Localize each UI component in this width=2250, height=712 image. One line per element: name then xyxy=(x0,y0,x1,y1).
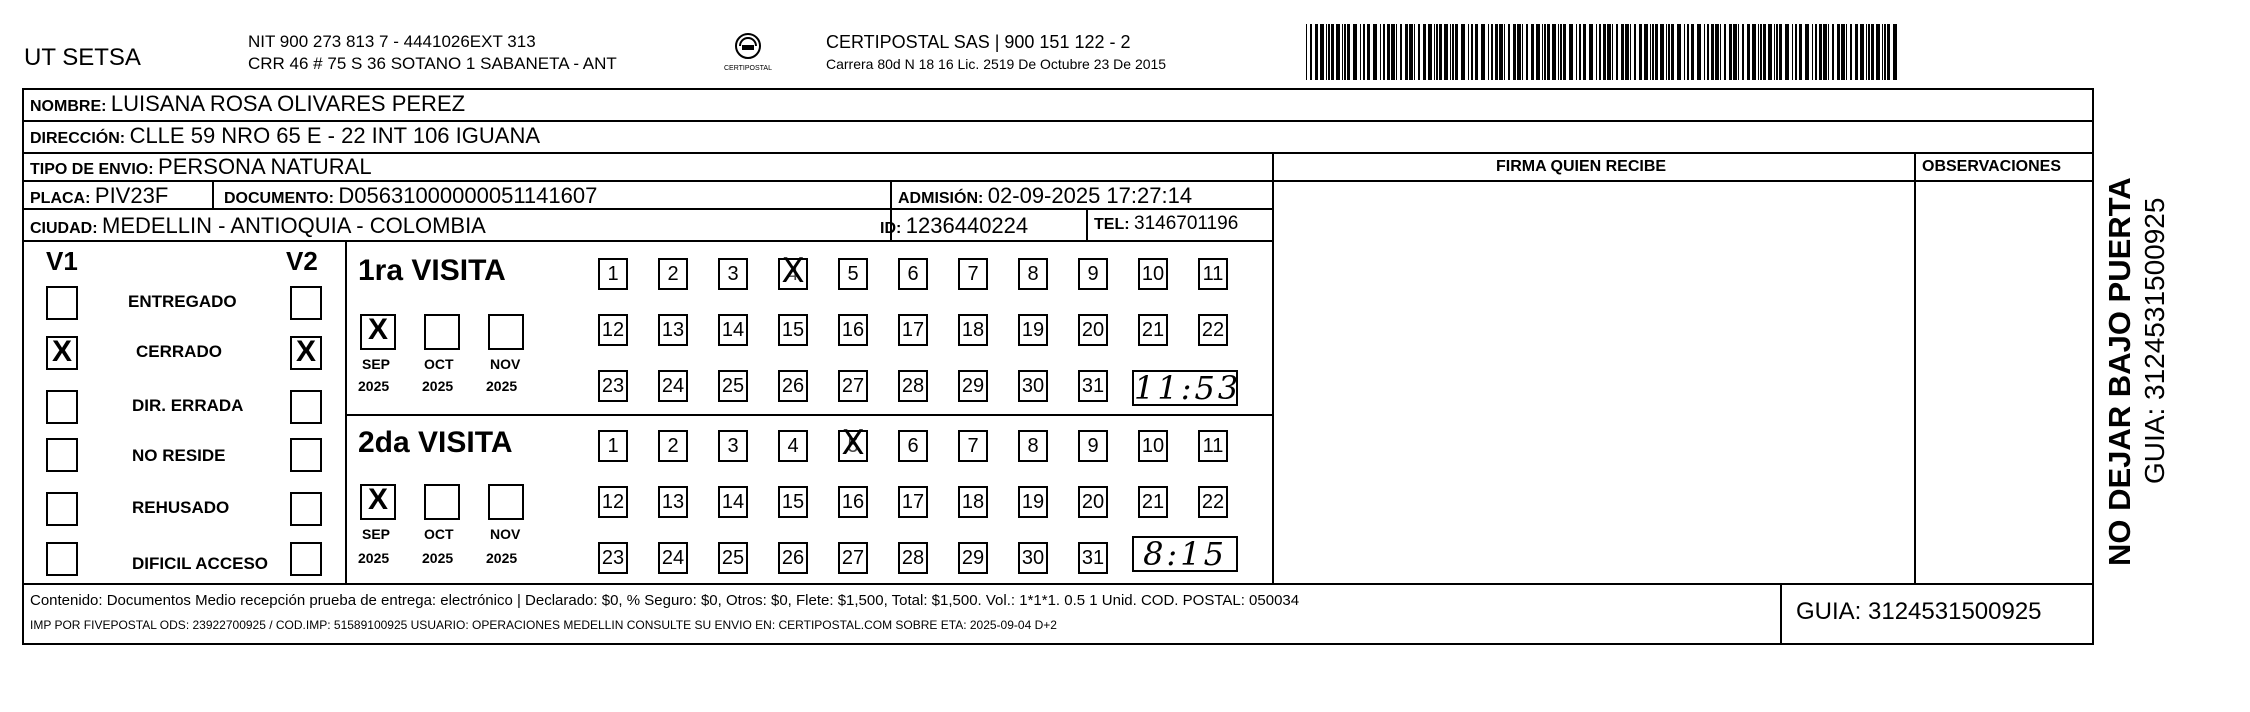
barcode-bar xyxy=(1418,24,1420,80)
barcode-bar xyxy=(1452,24,1454,80)
visit2-day-3[interactable]: 3 xyxy=(718,430,748,462)
city-row xyxy=(30,213,486,239)
barcode-bar xyxy=(1882,24,1883,80)
v1-checkbox-rehusado[interactable] xyxy=(46,492,78,526)
barcode-bar xyxy=(1579,24,1581,80)
visit2-day-20[interactable]: 20 xyxy=(1078,486,1108,518)
barcode-bar xyxy=(1328,24,1330,80)
barcode-bar xyxy=(1715,24,1719,80)
barcode-bar xyxy=(1360,24,1361,80)
barcode-bar xyxy=(1599,24,1601,80)
visit2-day-23[interactable]: 23 xyxy=(598,542,628,574)
visit2-day-2[interactable]: 2 xyxy=(658,430,688,462)
barcode-bar xyxy=(1846,24,1847,80)
barcode-bar xyxy=(1760,24,1762,80)
barcode-bar xyxy=(1336,24,1340,80)
barcode-bar xyxy=(1405,24,1408,80)
barcode-bar xyxy=(1563,24,1566,80)
status-cerrado: CERRADO xyxy=(136,342,222,361)
barcode-bar xyxy=(1691,24,1694,80)
visit2-sep-year: 2025 xyxy=(358,550,390,566)
barcode-bar xyxy=(1841,24,1845,80)
visit1-day-6[interactable]: 6 xyxy=(898,258,928,290)
barcode-bar xyxy=(1655,24,1658,80)
visit2-oct-year: 2025 xyxy=(422,550,454,566)
visit2-day-19[interactable]: 19 xyxy=(1018,486,1048,518)
address-row xyxy=(30,123,540,149)
visit2-day-24[interactable]: 24 xyxy=(658,542,688,574)
barcode-bar xyxy=(1531,24,1534,80)
visit1-nov-label: NOV xyxy=(490,356,521,372)
barcode-bar xyxy=(1380,24,1381,80)
barcode-bar xyxy=(1819,24,1822,80)
barcode-bar xyxy=(1547,24,1550,80)
visit1-oct-year: 2025 xyxy=(422,378,454,394)
barcode-bar xyxy=(1733,24,1737,80)
visit2-day-5[interactable]: 5 X xyxy=(838,430,868,462)
barcode-bar xyxy=(1621,24,1624,80)
side-text xyxy=(2102,96,2202,566)
barcode-bar xyxy=(1423,24,1426,80)
barcode-bar xyxy=(1828,24,1829,80)
document-value: D05631000000051141607 xyxy=(338,183,598,208)
tel-value: 3146701196 xyxy=(1134,213,1239,234)
barcode-bar xyxy=(1729,24,1732,80)
barcode-bar xyxy=(1876,24,1880,80)
barcode-bar xyxy=(1491,24,1493,80)
barcode-bar xyxy=(1481,24,1485,80)
barcode-bar xyxy=(1893,24,1897,80)
carrier-line: CERTIPOSTAL SAS | 900 151 122 - 2 xyxy=(826,32,1131,52)
city-label: CIUDAD: xyxy=(30,220,98,237)
status-no-reside: NO RESIDE xyxy=(132,446,226,465)
barcode-bar xyxy=(1504,24,1505,80)
visit2-month-oct[interactable] xyxy=(424,484,460,520)
visit2-day-21[interactable]: 21 xyxy=(1138,486,1168,518)
barcode-bar xyxy=(1785,24,1789,80)
visit1-day-20[interactable]: 20 xyxy=(1078,314,1108,346)
visit1-day-16[interactable]: 16 xyxy=(838,314,868,346)
visit1-day-12[interactable]: 12 xyxy=(598,314,628,346)
barcode-bar xyxy=(1763,24,1766,80)
visit1-day-4[interactable]: 4 X xyxy=(778,258,808,290)
barcode-bar xyxy=(1805,24,1809,80)
barcode-bar xyxy=(1868,24,1870,80)
barcode-bar xyxy=(1434,24,1435,80)
plate-row xyxy=(30,183,168,209)
barcode-bar xyxy=(1471,24,1473,80)
visit2-day-28[interactable]: 28 xyxy=(898,542,928,574)
status-rehusado: REHUSADO xyxy=(132,498,230,517)
barcode-bar xyxy=(1439,24,1442,80)
visit1-day-28[interactable]: 28 xyxy=(898,370,928,402)
logo-text: CERTIPOSTAL xyxy=(724,65,772,72)
plate-value: PIV23F xyxy=(94,183,169,208)
barcode-bar xyxy=(1499,24,1503,80)
barcode-bar xyxy=(1455,24,1458,80)
visit2-day-14[interactable]: 14 xyxy=(718,486,748,518)
barcode-bar xyxy=(1475,24,1478,80)
visit1-day-30[interactable]: 30 xyxy=(1018,370,1048,402)
visit1-month-oct[interactable] xyxy=(424,314,460,350)
barcode-bar xyxy=(1396,24,1397,80)
visit1-day-13[interactable]: 13 xyxy=(658,314,688,346)
admission-row xyxy=(898,183,1192,209)
barcode-bar xyxy=(1704,24,1705,80)
barcode-bar xyxy=(1724,24,1726,80)
no-dejar-bajo-puerta: NO DEJAR BAJO PUERTA xyxy=(2102,177,2137,566)
barcode-bar xyxy=(1544,24,1546,80)
visit2-day-26[interactable]: 26 xyxy=(778,542,808,574)
visit2-day-29[interactable]: 29 xyxy=(958,542,988,574)
city-value: MEDELLIN - ANTIOQUIA - COLOMBIA xyxy=(102,213,486,238)
barcode-bar xyxy=(1677,24,1681,80)
barcode-bar xyxy=(1630,24,1631,80)
visit1-nov-year: 2025 xyxy=(486,378,518,394)
barcode-bar xyxy=(1866,24,1867,80)
barcode-bar xyxy=(1752,24,1756,80)
recipient-name: LUISANA ROSA OLIVARES PEREZ xyxy=(110,91,466,116)
visit2-day-18[interactable]: 18 xyxy=(958,486,988,518)
barcode-bar xyxy=(1666,24,1667,80)
certipostal-logo xyxy=(718,30,778,76)
barcode-bar xyxy=(1795,24,1797,80)
v2-checkbox-cerrado[interactable]: X xyxy=(290,336,322,370)
visit2-day-16[interactable]: 16 xyxy=(838,486,868,518)
barcode-bar xyxy=(1671,24,1674,80)
visit1-day-27[interactable]: 27 xyxy=(838,370,868,402)
v2-checkbox-rehusado[interactable] xyxy=(290,492,322,526)
visit2-day-10[interactable]: 10 xyxy=(1138,430,1168,462)
barcode-bar xyxy=(1414,24,1415,80)
barcode-bar xyxy=(1616,24,1618,80)
barcode-bar xyxy=(1576,24,1577,80)
barcode-bar xyxy=(1792,24,1793,80)
barcode-bar xyxy=(1660,24,1664,80)
barcode-bar xyxy=(1391,24,1395,80)
barcode-bar xyxy=(1363,24,1365,80)
barcode-bar xyxy=(1436,24,1438,80)
visit2-month-nov[interactable] xyxy=(488,484,524,520)
barcode-bar xyxy=(1738,24,1739,80)
v2-checkbox-dir-errada[interactable] xyxy=(290,390,322,424)
visit1-day-22[interactable]: 22 xyxy=(1198,314,1228,346)
admission-value: 02-09-2025 17:27:14 xyxy=(987,183,1193,208)
barcode-bar xyxy=(1400,24,1402,80)
barcode-bar xyxy=(1450,24,1451,80)
visit2-day-7[interactable]: 7 xyxy=(958,430,988,462)
barcode-bar xyxy=(1315,24,1318,80)
barcode-bar xyxy=(1569,24,1573,80)
visit2-day-8[interactable]: 8 xyxy=(1018,430,1048,462)
barcode-bar xyxy=(1409,24,1413,80)
barcode-bar xyxy=(1815,24,1817,80)
visit1-month-sep[interactable]: X xyxy=(360,314,396,350)
barcode-bar xyxy=(1860,24,1864,80)
barcode-bar xyxy=(1711,24,1714,80)
barcode-bar xyxy=(1552,24,1556,80)
visit1-oct-label: OCT xyxy=(424,356,454,372)
barcode-bar xyxy=(1522,24,1523,80)
v2-header: V2 xyxy=(286,246,318,276)
status-dir-errada: DIR. ERRADA xyxy=(132,396,244,415)
barcode-bar xyxy=(1603,24,1606,80)
barcode-bar xyxy=(1306,24,1307,80)
barcode-bar xyxy=(1320,24,1324,80)
v1-checkbox-cerrado[interactable]: X xyxy=(46,336,78,370)
visit2-time: 8:15 xyxy=(1132,536,1238,572)
observations-header: OBSERVACIONES xyxy=(1922,158,2061,175)
barcode-bar xyxy=(1508,24,1510,80)
barcode-bar xyxy=(1526,24,1528,80)
barcode-bar xyxy=(1884,24,1886,80)
visit2-day-17[interactable]: 17 xyxy=(898,486,928,518)
tel-label: TEL: xyxy=(1094,216,1130,233)
visit1-day-8[interactable]: 8 xyxy=(1018,258,1048,290)
visit1-day-24[interactable]: 24 xyxy=(658,370,688,402)
shipping-type: PERSONA NATURAL xyxy=(158,154,372,179)
barcode-bar xyxy=(1644,24,1648,80)
name-row xyxy=(30,91,465,117)
barcode-bar xyxy=(1596,24,1597,80)
barcode-bar xyxy=(1342,24,1343,80)
barcode-bar xyxy=(1684,24,1685,80)
visit2-nov-year: 2025 xyxy=(486,550,518,566)
barcode-bar xyxy=(1461,24,1465,80)
visit2-day-13[interactable]: 13 xyxy=(658,486,688,518)
barcode-bar xyxy=(1812,24,1813,80)
barcode-bar xyxy=(1871,24,1874,80)
v1-checkbox-no-reside[interactable] xyxy=(46,438,78,472)
visit1-day-9[interactable]: 9 xyxy=(1078,258,1108,290)
barcode-bar xyxy=(1776,24,1778,80)
barcode-bar xyxy=(1668,24,1670,80)
barcode-bar xyxy=(1823,24,1827,80)
visit2-day-30[interactable]: 30 xyxy=(1018,542,1048,574)
barcode-bar xyxy=(1387,24,1390,80)
barcode-bar xyxy=(1697,24,1701,80)
name-label: NOMBRE: xyxy=(30,98,107,115)
visit1-day-18[interactable]: 18 xyxy=(958,314,988,346)
plate-label: PLACA: xyxy=(30,190,91,207)
company-address: CRR 46 # 75 S 36 SOTANO 1 SABANETA - ANT xyxy=(248,54,617,73)
barcode-bar xyxy=(1542,24,1543,80)
v2-checkbox-entregado[interactable] xyxy=(290,286,322,320)
id-label: ID: xyxy=(880,220,902,237)
imp-line: IMP POR FIVEPOSTAL ODS: 23922700925 / COD.IMP: 51589100925 USUARIO: OPERACIONES MEDELLIN CONSULTE SU ENVIO EN: CERTIPOSTAL.COM SOBRE ETA: 2025-09-04 D+2 xyxy=(30,618,1057,632)
company-name: UT SETSA xyxy=(24,44,141,71)
visit1-day-5[interactable]: 5 xyxy=(838,258,868,290)
barcode-bar xyxy=(1742,24,1744,80)
admission-label: ADMISIÓN: xyxy=(898,190,984,207)
barcode-bar xyxy=(1344,24,1346,80)
type-row xyxy=(30,154,372,180)
barcode-bar xyxy=(1855,24,1858,80)
visit1-day-25[interactable]: 25 xyxy=(718,370,748,402)
visit1-day-11[interactable]: 11 xyxy=(1198,258,1228,290)
visit2-oct-label: OCT xyxy=(424,526,454,542)
visit2-day-4[interactable]: 4 xyxy=(778,430,808,462)
barcode-bar xyxy=(1607,24,1611,80)
visit2-day-15[interactable]: 15 xyxy=(778,486,808,518)
visit1-day-10[interactable]: 10 xyxy=(1138,258,1168,290)
visit1-day-19[interactable]: 19 xyxy=(1018,314,1048,346)
visit2-day-1[interactable]: 1 xyxy=(598,430,628,462)
visit1-day-26[interactable]: 26 xyxy=(778,370,808,402)
visit2-day-6[interactable]: 6 xyxy=(898,430,928,462)
barcode-bar xyxy=(1887,24,1890,80)
barcode xyxy=(1306,24,1898,80)
barcode-bar xyxy=(1774,24,1775,80)
visit1-day-1[interactable]: 1 xyxy=(598,258,628,290)
visit2-month-sep[interactable]: X xyxy=(360,484,396,520)
id-row xyxy=(880,213,1028,239)
nit-line: NIT 900 273 813 7 - 4441026EXT 313 xyxy=(248,32,536,51)
barcode-bar xyxy=(1583,24,1586,80)
barcode-bar xyxy=(1536,24,1540,80)
barcode-bar xyxy=(1747,24,1750,80)
visit2-day-11[interactable]: 11 xyxy=(1198,430,1228,462)
visit1-day-23[interactable]: 23 xyxy=(598,370,628,402)
license-line: Carrera 80d N 18 16 Lic. 2519 De Octubre 23 De 2015 xyxy=(826,56,1167,72)
barcode-bar xyxy=(1373,24,1377,80)
visit1-month-nov[interactable] xyxy=(488,314,524,350)
guia-box: GUIA: 3124531500925 xyxy=(1796,598,2042,625)
visit1-day-29[interactable]: 29 xyxy=(958,370,988,402)
visit1-day-14[interactable]: 14 xyxy=(718,314,748,346)
barcode-bar xyxy=(1850,24,1852,80)
visit1-day-3[interactable]: 3 xyxy=(718,258,748,290)
visit2-day-12[interactable]: 12 xyxy=(598,486,628,518)
barcode-bar xyxy=(1558,24,1559,80)
barcode-bar xyxy=(1383,24,1385,80)
recipient-address: CLLE 59 NRO 65 E - 22 INT 106 IGUANA xyxy=(129,123,540,148)
v1-checkbox-entregado[interactable] xyxy=(46,286,78,320)
content-line: Contenido: Documentos Medio recepción prueba de entrega: electrónico | Declarado: $0, % Seguro: $0, Otros: $0, Flete: $1,500, Total: $1,500. Vol.: 1*1*1. 0.5 1 Unid. COD. POSTAL: 050034 xyxy=(30,592,1300,609)
visit1-day-21[interactable]: 21 xyxy=(1138,314,1168,346)
id-value: 1236440224 xyxy=(905,213,1029,238)
visit2-nov-label: NOV xyxy=(490,526,521,542)
barcode-bar xyxy=(1612,24,1613,80)
barcode-bar xyxy=(1444,24,1448,80)
barcode-bar xyxy=(1652,24,1654,80)
barcode-bar xyxy=(1310,24,1312,80)
barcode-bar xyxy=(1560,24,1562,80)
status-dificil-acceso: DIFICIL ACCESO xyxy=(132,554,269,573)
barcode-bar xyxy=(1488,24,1489,80)
barcode-bar xyxy=(1837,24,1840,80)
v1-checkbox-dir-errada[interactable] xyxy=(46,390,78,424)
visit2-day-9[interactable]: 9 xyxy=(1078,430,1108,462)
barcode-bar xyxy=(1758,24,1759,80)
visit1-day-31[interactable]: 31 xyxy=(1078,370,1108,402)
barcode-bar xyxy=(1331,24,1334,80)
barcode-bar xyxy=(1650,24,1651,80)
barcode-bar xyxy=(1639,24,1642,80)
barcode-bar xyxy=(1347,24,1350,80)
barcode-bar xyxy=(1428,24,1432,80)
visit1-day-7[interactable]: 7 xyxy=(958,258,988,290)
visit2-sep-label: SEP xyxy=(362,526,391,542)
barcode-bar xyxy=(1779,24,1782,80)
barcode-bar xyxy=(1367,24,1370,80)
barcode-bar xyxy=(1517,24,1521,80)
visit1-title: 1ra VISITA xyxy=(358,254,506,287)
barcode-bar xyxy=(1720,24,1721,80)
side-guia: GUIA: 3124531500925 xyxy=(2139,197,2170,484)
document-row xyxy=(224,183,597,209)
address-label: DIRECCIÓN: xyxy=(30,130,126,147)
barcode-bar xyxy=(1634,24,1636,80)
barcode-bar xyxy=(1495,24,1498,80)
barcode-bar xyxy=(1768,24,1772,80)
barcode-bar xyxy=(1625,24,1629,80)
barcode-bar xyxy=(1326,24,1327,80)
tel-row xyxy=(1094,213,1238,235)
v2-checkbox-no-reside[interactable] xyxy=(290,438,322,472)
visit1-day-2[interactable]: 2 xyxy=(658,258,688,290)
visit1-sep-year: 2025 xyxy=(358,378,390,394)
visit2-day-31[interactable]: 31 xyxy=(1078,542,1108,574)
visit2-day-22[interactable]: 22 xyxy=(1198,486,1228,518)
signature-header: FIRMA QUIEN RECIBE xyxy=(1496,158,1667,175)
v1-header: V1 xyxy=(46,246,78,276)
visit1-day-15[interactable]: 15 xyxy=(778,314,808,346)
visit1-time: 11:53 xyxy=(1134,369,1242,407)
visit1-sep-label: SEP xyxy=(362,356,391,372)
visit1-day-17[interactable]: 17 xyxy=(898,314,928,346)
barcode-bar xyxy=(1707,24,1709,80)
barcode-bar xyxy=(1468,24,1469,80)
status-entregado: ENTREGADO xyxy=(128,292,237,311)
v1-checkbox-dificil-acceso[interactable] xyxy=(46,542,78,576)
barcode-bar xyxy=(1513,24,1516,80)
visit2-day-27[interactable]: 27 xyxy=(838,542,868,574)
barcode-bar xyxy=(1799,24,1802,80)
barcode-bar xyxy=(1687,24,1689,80)
type-label: TIPO DE ENVIO: xyxy=(30,161,154,178)
visit2-day-25[interactable]: 25 xyxy=(718,542,748,574)
barcode-bar xyxy=(1832,24,1834,80)
barcode-bar xyxy=(1589,24,1593,80)
document-label: DOCUMENTO: xyxy=(224,190,334,207)
v2-checkbox-dificil-acceso[interactable] xyxy=(290,542,322,576)
barcode-bar xyxy=(1353,24,1357,80)
visit2-title: 2da VISITA xyxy=(358,426,513,459)
